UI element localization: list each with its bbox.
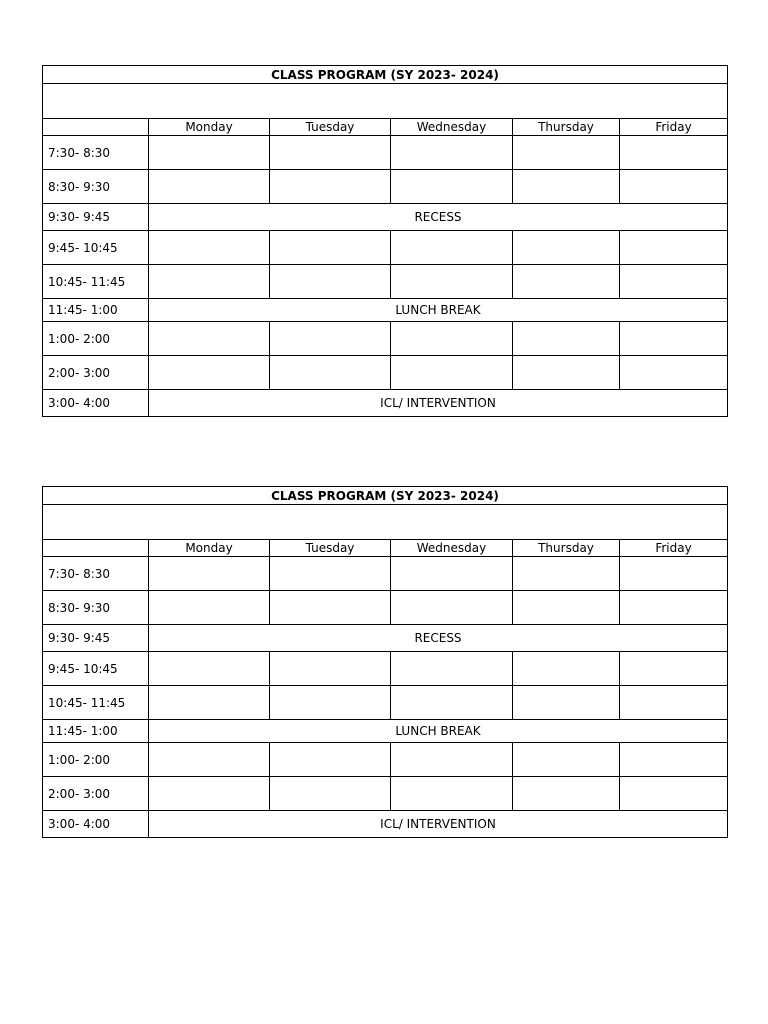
time-slot-row xyxy=(43,170,728,204)
time-slot-row xyxy=(43,231,728,265)
day-header-friday: Friday xyxy=(620,119,728,136)
schedule-cell[interactable] xyxy=(513,265,620,299)
schedule-cell[interactable] xyxy=(149,322,270,356)
time-label: 8:30- 9:30 xyxy=(43,591,149,625)
schedule-cell[interactable] xyxy=(620,231,728,265)
schedule-cell[interactable] xyxy=(149,591,270,625)
time-slot-row xyxy=(43,686,728,720)
schedule-cell[interactable] xyxy=(270,170,391,204)
blank-row xyxy=(43,84,728,119)
time-slot-row xyxy=(43,136,728,170)
schedule-cell[interactable] xyxy=(391,591,513,625)
lunch-break-cell: LUNCH BREAK xyxy=(149,299,728,322)
schedule-cell[interactable] xyxy=(620,591,728,625)
day-header-thursday: Thursday xyxy=(513,540,620,557)
time-label: 9:45- 10:45 xyxy=(43,231,149,265)
time-slot-row xyxy=(43,322,728,356)
day-header-wednesday: Wednesday xyxy=(391,540,513,557)
schedule-cell[interactable] xyxy=(620,170,728,204)
blank-row xyxy=(43,505,728,540)
time-label: 11:45- 1:00 xyxy=(43,720,149,743)
schedule-cell[interactable] xyxy=(513,777,620,811)
schedule-cell[interactable] xyxy=(513,322,620,356)
schedule-cell[interactable] xyxy=(270,136,391,170)
schedule-cell[interactable] xyxy=(270,591,391,625)
time-slot-row xyxy=(43,743,728,777)
time-label: 2:00- 3:00 xyxy=(43,356,149,390)
day-header-thursday: Thursday xyxy=(513,119,620,136)
time-slot-row xyxy=(43,356,728,390)
schedule-cell[interactable] xyxy=(149,652,270,686)
schedule-cell[interactable] xyxy=(513,686,620,720)
schedule-cell[interactable] xyxy=(149,231,270,265)
schedule-cell[interactable] xyxy=(391,557,513,591)
intervention-cell: ICL/ INTERVENTION xyxy=(149,811,728,838)
schedule-cell[interactable] xyxy=(391,322,513,356)
day-header-monday: Monday xyxy=(149,540,270,557)
schedule-cell[interactable] xyxy=(620,136,728,170)
schedule-cell[interactable] xyxy=(620,322,728,356)
title-row xyxy=(43,66,728,84)
intervention-cell: ICL/ INTERVENTION xyxy=(149,390,728,417)
schedule-cell[interactable] xyxy=(513,231,620,265)
time-label: 3:00- 4:00 xyxy=(43,811,149,838)
schedule-cell[interactable] xyxy=(620,652,728,686)
lunch-row xyxy=(43,720,728,743)
schedule-cell[interactable] xyxy=(149,686,270,720)
title-row xyxy=(43,487,728,505)
time-slot-row xyxy=(43,777,728,811)
day-header-monday: Monday xyxy=(149,119,270,136)
program-title: CLASS PROGRAM (SY 2023- 2024) xyxy=(43,487,728,505)
time-slot-row xyxy=(43,265,728,299)
time-label: 1:00- 2:00 xyxy=(43,743,149,777)
lunch-row xyxy=(43,299,728,322)
time-label: 7:30- 8:30 xyxy=(43,557,149,591)
schedule-cell[interactable] xyxy=(270,265,391,299)
schedule-cell[interactable] xyxy=(391,231,513,265)
schedule-cell[interactable] xyxy=(620,777,728,811)
schedule-cell[interactable] xyxy=(270,743,391,777)
program-title: CLASS PROGRAM (SY 2023- 2024) xyxy=(43,66,728,84)
schedule-cell[interactable] xyxy=(149,265,270,299)
lunch-break-cell: LUNCH BREAK xyxy=(149,720,728,743)
day-header-row xyxy=(43,540,728,557)
schedule-cell[interactable] xyxy=(391,136,513,170)
day-header-wednesday: Wednesday xyxy=(391,119,513,136)
schedule-cell[interactable] xyxy=(149,557,270,591)
time-label: 10:45- 11:45 xyxy=(43,265,149,299)
time-label: 8:30- 9:30 xyxy=(43,170,149,204)
day-header-tuesday: Tuesday xyxy=(270,540,391,557)
intervention-row xyxy=(43,811,728,838)
day-header-tuesday: Tuesday xyxy=(270,119,391,136)
schedule-cell[interactable] xyxy=(149,356,270,390)
schedule-cell[interactable] xyxy=(270,557,391,591)
schedule-cell[interactable] xyxy=(270,652,391,686)
schedule-cell[interactable] xyxy=(391,777,513,811)
recess-cell: RECESS xyxy=(149,625,728,652)
blank-cell[interactable] xyxy=(43,505,728,540)
schedule-cell[interactable] xyxy=(149,777,270,811)
class-program-table-2 xyxy=(42,486,728,838)
schedule-cell[interactable] xyxy=(149,743,270,777)
recess-cell: RECESS xyxy=(149,204,728,231)
time-label: 3:00- 4:00 xyxy=(43,390,149,417)
schedule-cell[interactable] xyxy=(391,265,513,299)
time-label: 9:30- 9:45 xyxy=(43,204,149,231)
time-label: 7:30- 8:30 xyxy=(43,136,149,170)
time-label: 9:45- 10:45 xyxy=(43,652,149,686)
schedule-cell[interactable] xyxy=(391,743,513,777)
schedule-cell[interactable] xyxy=(391,356,513,390)
corner-cell xyxy=(43,119,149,136)
schedule-cell[interactable] xyxy=(149,136,270,170)
schedule-cell[interactable] xyxy=(149,170,270,204)
schedule-cell[interactable] xyxy=(620,356,728,390)
schedule-cell[interactable] xyxy=(513,557,620,591)
class-program-table-1 xyxy=(42,65,728,417)
intervention-row xyxy=(43,390,728,417)
schedule-cell[interactable] xyxy=(513,743,620,777)
time-label: 10:45- 11:45 xyxy=(43,686,149,720)
schedule-cell[interactable] xyxy=(513,652,620,686)
schedule-cell[interactable] xyxy=(270,686,391,720)
blank-cell[interactable] xyxy=(43,84,728,119)
schedule-cell[interactable] xyxy=(270,356,391,390)
day-header-friday: Friday xyxy=(620,540,728,557)
schedule-cell[interactable] xyxy=(513,356,620,390)
schedule-cell[interactable] xyxy=(620,743,728,777)
time-label: 2:00- 3:00 xyxy=(43,777,149,811)
time-slot-row xyxy=(43,652,728,686)
schedule-cell[interactable] xyxy=(270,322,391,356)
corner-cell xyxy=(43,540,149,557)
schedule-cell[interactable] xyxy=(270,777,391,811)
time-slot-row xyxy=(43,557,728,591)
schedule-cell[interactable] xyxy=(270,231,391,265)
schedule-cell[interactable] xyxy=(391,652,513,686)
time-label: 1:00- 2:00 xyxy=(43,322,149,356)
schedule-cell[interactable] xyxy=(620,557,728,591)
schedule-cell[interactable] xyxy=(391,686,513,720)
recess-row xyxy=(43,625,728,652)
schedule-cell[interactable] xyxy=(620,265,728,299)
day-header-row xyxy=(43,119,728,136)
schedule-cell[interactable] xyxy=(391,170,513,204)
schedule-cell[interactable] xyxy=(513,136,620,170)
schedule-cell[interactable] xyxy=(513,591,620,625)
time-label: 11:45- 1:00 xyxy=(43,299,149,322)
recess-row xyxy=(43,204,728,231)
schedule-cell[interactable] xyxy=(620,686,728,720)
time-slot-row xyxy=(43,591,728,625)
time-label: 9:30- 9:45 xyxy=(43,625,149,652)
schedule-cell[interactable] xyxy=(513,170,620,204)
